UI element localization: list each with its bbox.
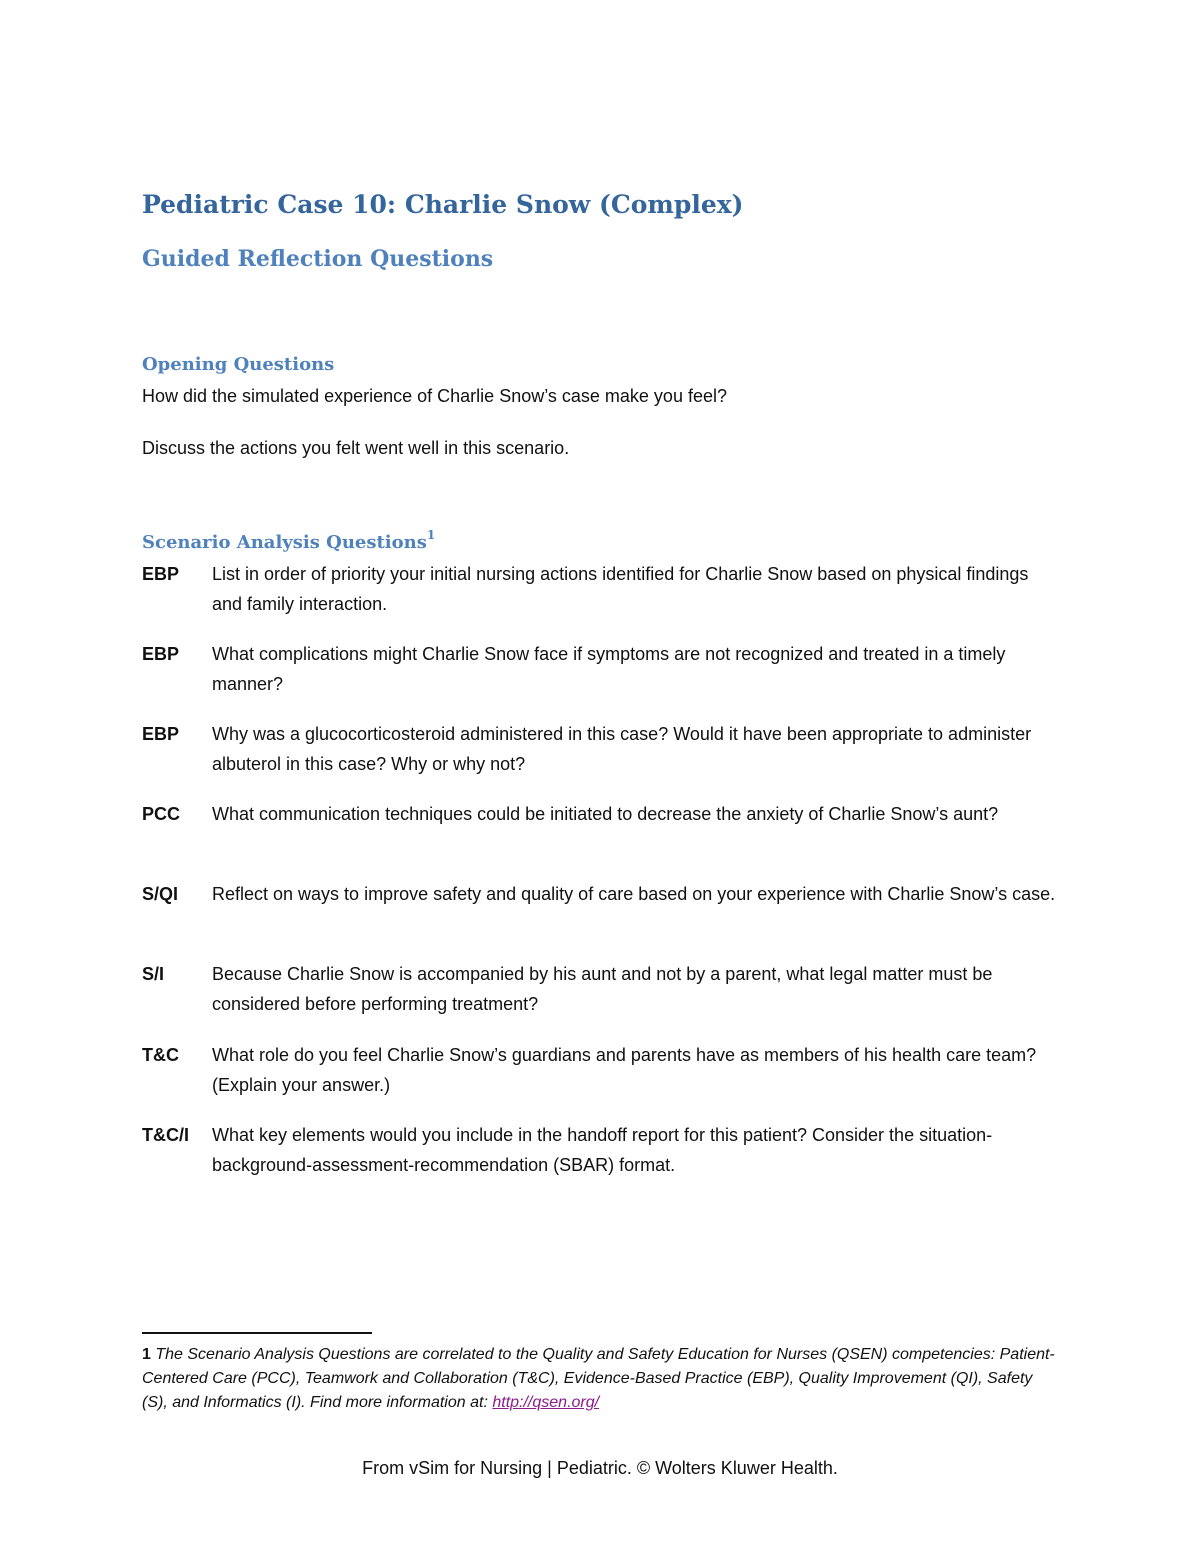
page-footer: From vSim for Nursing | Pediatric. © Wolters Kluwer Health.	[362, 1458, 838, 1478]
scenario-question-row	[142, 639, 1062, 699]
footnote	[142, 1343, 1062, 1415]
scenario-question-row	[142, 799, 1062, 829]
page-subtitle: Guided Reflection Questions	[142, 246, 494, 272]
scenario-analysis-heading	[142, 530, 435, 553]
scenario-question-row	[142, 559, 1062, 619]
footnote-text: The Scenario Analysis Questions are correlated to the Quality and Safety Education for Nurses (QSEN) competencies: Patient-Centered Care (PCC), Teamwork and Collaboration (T&C), Evidence-Based Practice (EBP), Quality Improvement (QI), Safety (S), and Informatics (I). Find more information at:	[142, 1346, 1055, 1411]
question-text: Reflect on ways to improve safety and quality of care based on your experience with Charlie Snow’s case.	[212, 884, 1056, 904]
opening-question-1: How did the simulated experience of Charlie Snow’s case make you feel?	[142, 386, 727, 406]
competency-code: EBP	[142, 564, 180, 584]
competency-code: EBP	[142, 644, 180, 664]
opening-question-2: Discuss the actions you felt went well in this scenario.	[142, 438, 570, 458]
competency-code: PCC	[142, 804, 181, 824]
question-text: What key elements would you include in the handoff report for this patient? Consider the situation-background-assessment-recommendation (SBAR) format.	[212, 1125, 993, 1175]
scenario-question-row	[142, 879, 1062, 909]
question-text: List in order of priority your initial nursing actions identified for Charlie Snow based on physical findings and family interaction.	[212, 564, 1029, 614]
question-text: Why was a glucocorticosteroid administered in this case? Would it have been appropriate to administer albuterol in this case? Why or why not?	[212, 724, 1032, 774]
question-text: What role do you feel Charlie Snow’s guardians and parents have as members of his health care team? (Explain your answer.)	[212, 1045, 1037, 1095]
competency-code: EBP	[142, 724, 180, 744]
question-text: What complications might Charlie Snow face if symptoms are not recognized and treated in a timely manner?	[212, 644, 1006, 694]
question-text: What communication techniques could be initiated to decrease the anxiety of Charlie Snow’s aunt?	[212, 804, 999, 824]
footnote-number: 1	[142, 1346, 151, 1363]
scenario-analysis-heading-text: Scenario Analysis Questions	[142, 532, 427, 553]
competency-code: S/QI	[142, 884, 179, 904]
qsen-link[interactable]: http://qsen.org/	[492, 1394, 600, 1411]
competency-code: T&C	[142, 1045, 179, 1065]
footnote-separator	[142, 1332, 372, 1334]
scenario-question-row	[142, 1120, 1062, 1180]
scenario-question-row	[142, 1040, 1062, 1100]
opening-questions-heading: Opening Questions	[142, 354, 335, 375]
scenario-question-row	[142, 719, 1062, 779]
competency-code: S/I	[142, 964, 165, 984]
page-title: Pediatric Case 10: Charlie Snow (Complex)	[142, 190, 744, 219]
competency-code: T&C/I	[142, 1125, 189, 1145]
question-text: Because Charlie Snow is accompanied by his aunt and not by a parent, what legal matter must be considered before performing treatment?	[212, 964, 993, 1014]
scenario-question-row	[142, 959, 1062, 1019]
footnote-reference[interactable]: 1	[426, 528, 436, 542]
